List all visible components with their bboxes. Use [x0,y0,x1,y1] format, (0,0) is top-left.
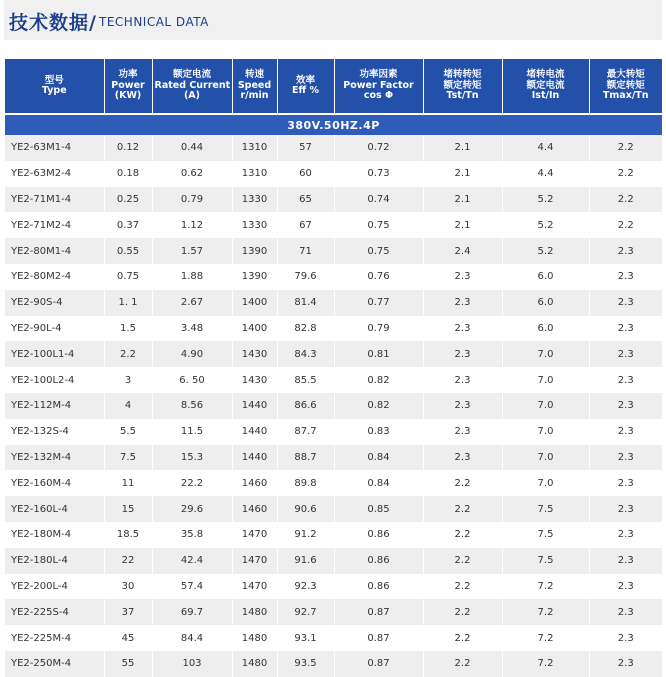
cell-type: YE2-180M-4 [5,522,104,548]
cell-tmax-tn: 2.3 [589,470,662,496]
cell-tst-tn: 2.3 [423,290,502,316]
column-header-line: 功率因素 [359,69,398,81]
cell-tst-tn: 2.2 [423,574,502,600]
cell-power-factor: 0.75 [334,212,423,238]
cell-tst-tn: 2.3 [423,445,502,471]
cell-power: 0.75 [104,264,152,290]
cell-tst-tn: 2.3 [423,367,502,393]
cell-rated-current: 15.3 [152,445,232,471]
cell-ist-in: 7.2 [502,599,589,625]
cell-rated-current: 11.5 [152,419,232,445]
cell-efficiency: 93.1 [277,625,334,651]
cell-speed: 1470 [232,548,277,574]
cell-power-factor: 0.83 [334,419,423,445]
cell-power: 0.18 [104,161,152,187]
cell-speed: 1310 [232,161,277,187]
cell-efficiency: 60 [277,161,334,187]
table-row [5,445,662,471]
cell-tmax-tn: 2.3 [589,574,662,600]
table-row [5,496,662,522]
column-header-tmax-tn [589,59,662,114]
cell-type: YE2-112M-4 [5,393,104,419]
cell-tmax-tn: 2.3 [589,316,662,342]
cell-rated-current: 42.4 [152,548,232,574]
cell-tmax-tn: 2.3 [589,393,662,419]
table-body [5,135,662,677]
cell-tst-tn: 2.2 [423,522,502,548]
cell-rated-current: 29.6 [152,496,232,522]
cell-efficiency: 85.5 [277,367,334,393]
table-row [5,574,662,600]
column-header-line: 堵转电流 [526,69,565,81]
cell-type: YE2-63M2-4 [5,161,104,187]
cell-power: 2.2 [104,341,152,367]
cell-tst-tn: 2.2 [423,625,502,651]
column-header-rated-current [152,59,232,114]
cell-rated-current: 0.44 [152,135,232,161]
table-row [5,187,662,213]
cell-power-factor: 0.79 [334,316,423,342]
column-header-power [104,59,152,114]
cell-power-factor: 0.86 [334,548,423,574]
cell-speed: 1330 [232,187,277,213]
cell-ist-in: 5.2 [502,238,589,264]
cell-power: 15 [104,496,152,522]
cell-power-factor: 0.87 [334,651,423,677]
cell-type: YE2-100L1-4 [5,341,104,367]
cell-rated-current: 1.12 [152,212,232,238]
table-row [5,238,662,264]
column-header-line: Speed [237,79,272,91]
cell-type: YE2-90S-4 [5,290,104,316]
cell-tst-tn: 2.4 [423,238,502,264]
cell-tst-tn: 2.2 [423,599,502,625]
cell-type: YE2-100L2-4 [5,367,104,393]
cell-efficiency: 86.6 [277,393,334,419]
cell-rated-current: 3.48 [152,316,232,342]
table-row [5,651,662,677]
group-row [5,114,662,135]
cell-speed: 1390 [232,264,277,290]
column-header-line: (A) [183,90,201,102]
cell-efficiency: 89.8 [277,470,334,496]
cell-rated-current: 4.90 [152,341,232,367]
cell-power: 4 [104,393,152,419]
cell-type: YE2-160L-4 [5,496,104,522]
cell-tst-tn: 2.3 [423,264,502,290]
column-header-line: 效率 [295,74,315,86]
cell-efficiency: 82.8 [277,316,334,342]
cell-power: 7.5 [104,445,152,471]
cell-efficiency: 57 [277,135,334,161]
cell-tmax-tn: 2.3 [589,625,662,651]
cell-type: YE2-225M-4 [5,625,104,651]
cell-rated-current: 35.8 [152,522,232,548]
cell-ist-in: 4.4 [502,135,589,161]
cell-ist-in: 7.0 [502,470,589,496]
cell-ist-in: 5.2 [502,187,589,213]
cell-rated-current: 0.79 [152,187,232,213]
cell-ist-in: 7.0 [502,419,589,445]
cell-power: 0.12 [104,135,152,161]
column-header-line: Eff % [291,85,319,96]
cell-efficiency: 93.5 [277,651,334,677]
column-header-line: 功率 [118,69,138,81]
column-header-line: Rated Current [154,79,231,91]
cell-efficiency: 91.6 [277,548,334,574]
cell-efficiency: 81.4 [277,290,334,316]
header-row [5,59,662,114]
section-title-zh: 技术数据/ [9,12,97,34]
cell-rated-current: 8.56 [152,393,232,419]
cell-power-factor: 0.77 [334,290,423,316]
cell-speed: 1400 [232,290,277,316]
cell-type: YE2-80M1-4 [5,238,104,264]
table-row [5,341,662,367]
column-header-line: Tst/Tn [446,90,479,102]
cell-tst-tn: 2.1 [423,187,502,213]
cell-power-factor: 0.87 [334,599,423,625]
cell-power-factor: 0.84 [334,445,423,471]
column-header-line: 型号 [44,74,64,86]
section-title-en: TECHNICAL DATA [99,15,209,29]
cell-efficiency: 79.6 [277,264,334,290]
cell-ist-in: 6.0 [502,290,589,316]
cell-power: 5.5 [104,419,152,445]
table-row [5,548,662,574]
cell-type: YE2-80M2-4 [5,264,104,290]
table-row [5,393,662,419]
cell-efficiency: 67 [277,212,334,238]
cell-ist-in: 5.2 [502,212,589,238]
table-row [5,212,662,238]
cell-rated-current: 22.2 [152,470,232,496]
cell-speed: 1480 [232,651,277,677]
cell-efficiency: 88.7 [277,445,334,471]
cell-power: 11 [104,470,152,496]
cell-power-factor: 0.75 [334,238,423,264]
cell-power-factor: 0.85 [334,496,423,522]
cell-tst-tn: 2.1 [423,161,502,187]
cell-type: YE2-90L-4 [5,316,104,342]
cell-power: 18.5 [104,522,152,548]
cell-efficiency: 91.2 [277,522,334,548]
cell-rated-current: 1.88 [152,264,232,290]
cell-type: YE2-160M-4 [5,470,104,496]
column-header-line: 额定电流 [172,69,211,81]
column-header-line: Tmax/Tn [602,90,649,102]
column-header-line: r/min [240,90,269,102]
cell-tmax-tn: 2.3 [589,522,662,548]
cell-type: YE2-71M2-4 [5,212,104,238]
cell-efficiency: 71 [277,238,334,264]
cell-efficiency: 92.7 [277,599,334,625]
cell-tmax-tn: 2.2 [589,161,662,187]
cell-speed: 1470 [232,574,277,600]
cell-ist-in: 7.0 [502,393,589,419]
column-header-line: 最大转矩 [606,69,645,81]
cell-efficiency: 92.3 [277,574,334,600]
cell-power-factor: 0.82 [334,367,423,393]
cell-power: 1.5 [104,316,152,342]
cell-ist-in: 7.2 [502,651,589,677]
cell-speed: 1430 [232,367,277,393]
cell-type: YE2-250M-4 [5,651,104,677]
column-header-power-factor [334,59,423,114]
column-header-line: Power Factor [343,79,414,91]
cell-efficiency: 90.6 [277,496,334,522]
cell-type: YE2-132M-4 [5,445,104,471]
cell-power-factor: 0.84 [334,470,423,496]
cell-ist-in: 7.2 [502,625,589,651]
cell-rated-current: 1.57 [152,238,232,264]
cell-power: 0.55 [104,238,152,264]
cell-type: YE2-180L-4 [5,548,104,574]
cell-speed: 1480 [232,599,277,625]
column-header-line: 堵转转矩 [443,69,482,81]
cell-tst-tn: 2.3 [423,419,502,445]
cell-tmax-tn: 2.3 [589,651,662,677]
cell-type: YE2-71M1-4 [5,187,104,213]
column-header-line: Type [41,85,67,96]
cell-tmax-tn: 2.3 [589,341,662,367]
cell-speed: 1390 [232,238,277,264]
cell-tst-tn: 2.3 [423,393,502,419]
column-header-line: 额定转矩 [443,79,482,91]
cell-speed: 1440 [232,393,277,419]
column-header-tst-tn [423,59,502,114]
column-header-speed [232,59,277,114]
cell-ist-in: 7.0 [502,445,589,471]
cell-ist-in: 6.0 [502,264,589,290]
cell-tst-tn: 2.3 [423,341,502,367]
cell-tmax-tn: 2.3 [589,367,662,393]
cell-tst-tn: 2.3 [423,316,502,342]
cell-tst-tn: 2.2 [423,548,502,574]
table-row [5,599,662,625]
cell-speed: 1470 [232,522,277,548]
cell-type: YE2-225S-4 [5,599,104,625]
cell-rated-current: 69.7 [152,599,232,625]
cell-tmax-tn: 2.3 [589,419,662,445]
cell-tmax-tn: 2.3 [589,548,662,574]
column-header-line: 额定转矩 [606,79,645,91]
cell-tmax-tn: 2.2 [589,212,662,238]
cell-tst-tn: 2.1 [423,212,502,238]
cell-power-factor: 0.82 [334,393,423,419]
cell-power: 1. 1 [104,290,152,316]
cell-tmax-tn: 2.3 [589,445,662,471]
column-header-line: (KW) [114,90,142,102]
cell-rated-current: 2.67 [152,290,232,316]
cell-ist-in: 7.0 [502,341,589,367]
cell-type: YE2-132S-4 [5,419,104,445]
cell-efficiency: 84.3 [277,341,334,367]
cell-tst-tn: 2.2 [423,651,502,677]
column-header-line: Power [111,79,145,91]
cell-tmax-tn: 2.2 [589,135,662,161]
cell-tst-tn: 2.1 [423,135,502,161]
cell-tmax-tn: 2.2 [589,187,662,213]
cell-speed: 1430 [232,341,277,367]
cell-speed: 1460 [232,470,277,496]
cell-tst-tn: 2.2 [423,470,502,496]
cell-efficiency: 87.7 [277,419,334,445]
cell-speed: 1460 [232,496,277,522]
table-row [5,135,662,161]
cell-speed: 1480 [232,625,277,651]
column-header-ist-in [502,59,589,114]
cell-speed: 1310 [232,135,277,161]
cell-rated-current: 103 [152,651,232,677]
cell-power: 22 [104,548,152,574]
cell-rated-current: 0.62 [152,161,232,187]
column-header-line: cos Φ [363,90,394,102]
cell-speed: 1440 [232,445,277,471]
table-row [5,522,662,548]
group-label: 380V.50HZ.4P [5,114,662,135]
cell-speed: 1400 [232,316,277,342]
cell-ist-in: 7.2 [502,574,589,600]
cell-ist-in: 7.5 [502,548,589,574]
table-row [5,625,662,651]
column-header-efficiency [277,59,334,114]
column-header-line: Ist/In [531,90,560,102]
cell-speed: 1330 [232,212,277,238]
cell-tmax-tn: 2.3 [589,238,662,264]
cell-power: 30 [104,574,152,600]
cell-power-factor: 0.81 [334,341,423,367]
cell-power-factor: 0.86 [334,522,423,548]
cell-ist-in: 7.5 [502,522,589,548]
cell-rated-current: 57.4 [152,574,232,600]
cell-power: 45 [104,625,152,651]
cell-power-factor: 0.87 [334,625,423,651]
cell-tmax-tn: 2.3 [589,290,662,316]
cell-rated-current: 6. 50 [152,367,232,393]
technical-data-table [5,59,662,677]
column-header-type [5,59,104,114]
cell-tmax-tn: 2.3 [589,599,662,625]
cell-power: 0.25 [104,187,152,213]
cell-tmax-tn: 2.3 [589,496,662,522]
cell-type: YE2-200L-4 [5,574,104,600]
cell-power: 55 [104,651,152,677]
cell-power-factor: 0.76 [334,264,423,290]
cell-ist-in: 7.5 [502,496,589,522]
cell-power-factor: 0.72 [334,135,423,161]
column-header-line: 转速 [244,69,264,81]
cell-ist-in: 7.0 [502,367,589,393]
cell-tst-tn: 2.2 [423,496,502,522]
cell-power-factor: 0.73 [334,161,423,187]
cell-efficiency: 65 [277,187,334,213]
section-title-bar [4,0,662,40]
table-row [5,161,662,187]
table-row [5,316,662,342]
cell-type: YE2-63M1-4 [5,135,104,161]
cell-power: 37 [104,599,152,625]
cell-tmax-tn: 2.3 [589,264,662,290]
cell-ist-in: 6.0 [502,316,589,342]
cell-ist-in: 4.4 [502,161,589,187]
cell-power-factor: 0.86 [334,574,423,600]
column-header-line: 额定电流 [526,79,565,91]
table-row [5,264,662,290]
cell-rated-current: 84.4 [152,625,232,651]
cell-power-factor: 0.74 [334,187,423,213]
cell-speed: 1440 [232,419,277,445]
cell-power: 3 [104,367,152,393]
table-row [5,470,662,496]
table-row [5,290,662,316]
table-row [5,367,662,393]
table-row [5,419,662,445]
cell-power: 0.37 [104,212,152,238]
